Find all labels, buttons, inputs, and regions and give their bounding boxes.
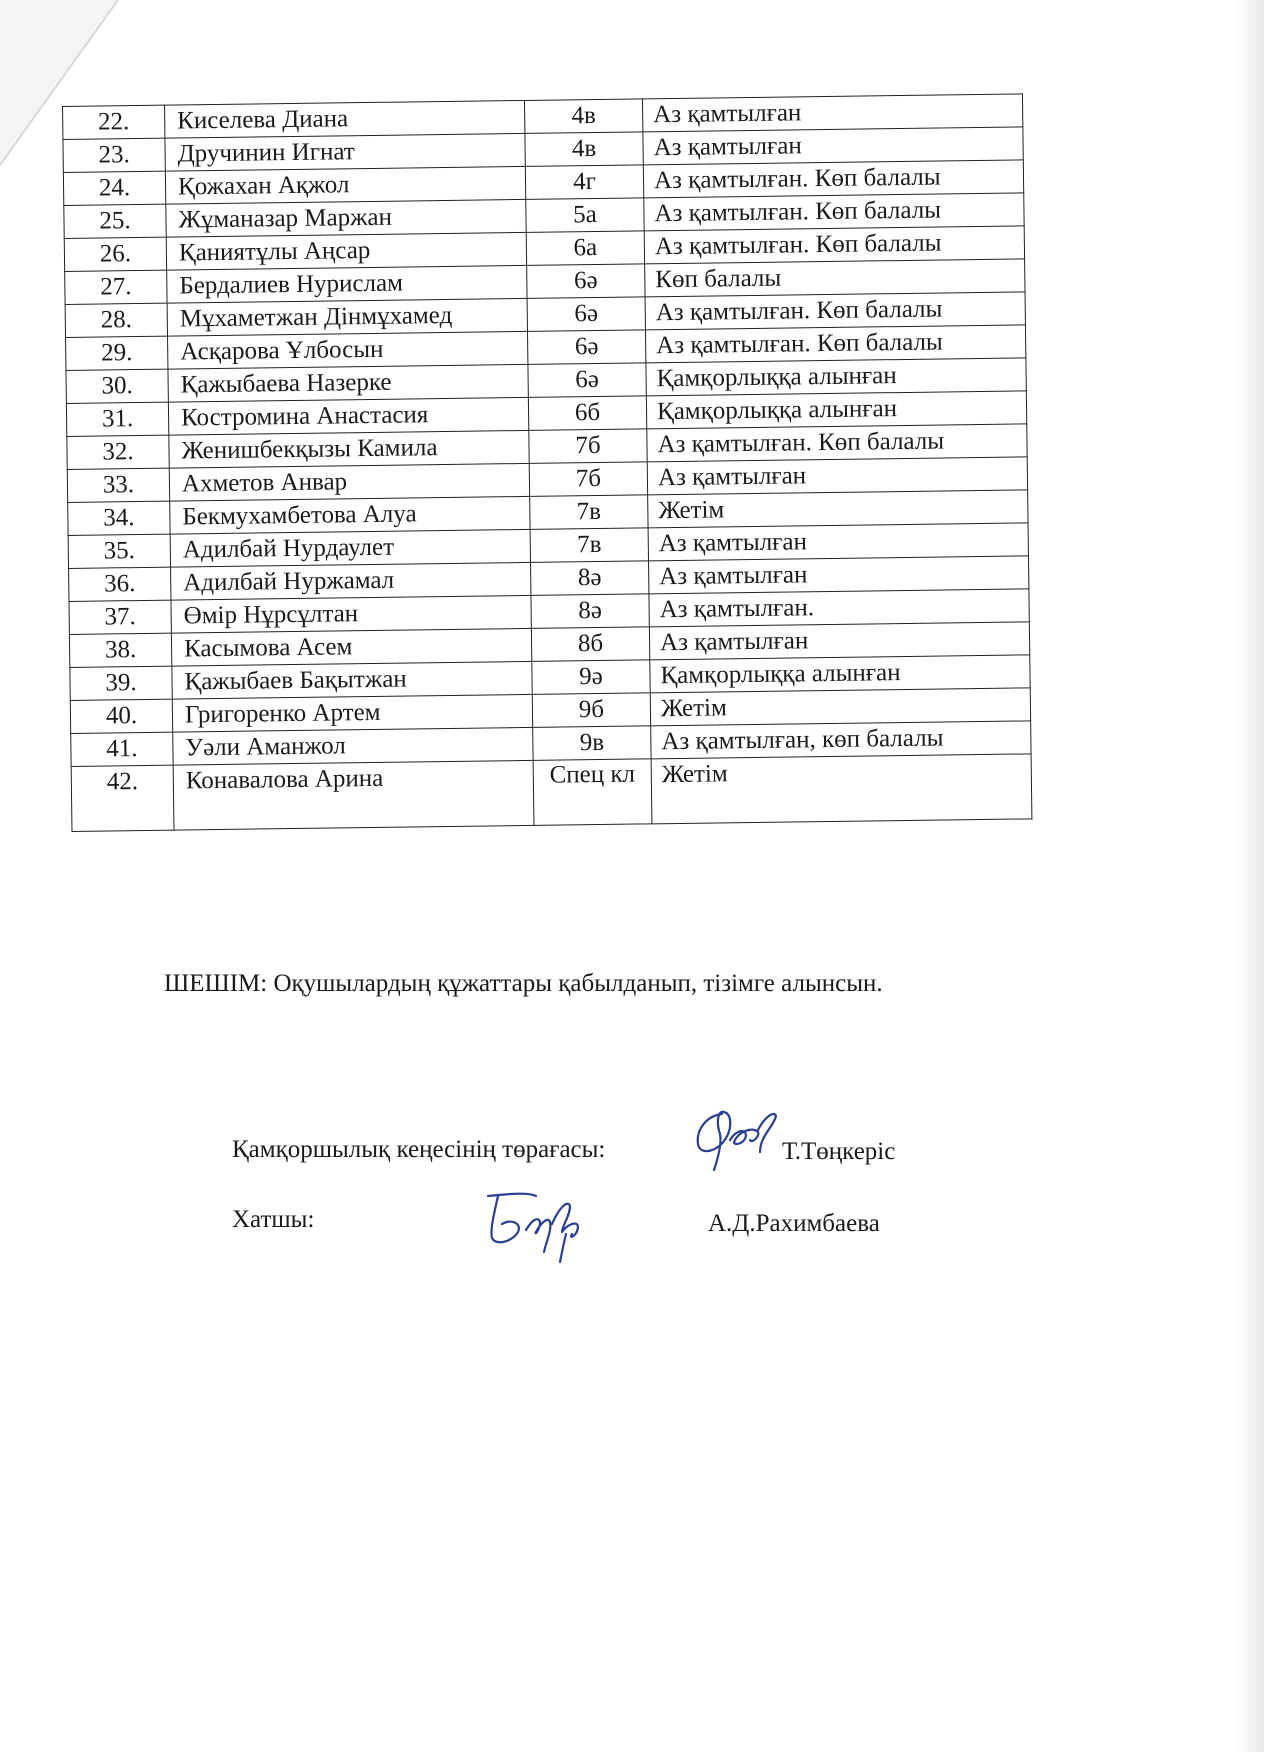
class-cell: 6а: [526, 231, 644, 266]
status-cell: Көп балалы: [645, 259, 1025, 297]
class-cell: 6ә: [527, 330, 645, 365]
row-number-cell: 23.: [63, 138, 165, 172]
table-row: [71, 754, 1032, 832]
student-name-cell: Женишбекқызы Камила: [169, 430, 529, 468]
secretary-name: А.Д.Рахимбаева: [708, 1210, 880, 1237]
secretary-signature: [478, 1186, 598, 1269]
class-cell: 9в: [533, 726, 651, 761]
status-cell: Аз қамтылған. Көп балалы: [644, 226, 1024, 264]
row-number-cell: 36.: [69, 567, 171, 601]
chair-title: Қамқоршылық кеңесінің төрағасы:: [232, 1136, 606, 1163]
class-cell: Спец кл: [533, 759, 652, 826]
status-cell: Аз қамтылған. Көп балалы: [644, 193, 1024, 231]
status-cell: Аз қамтылған. Көп балалы: [647, 424, 1027, 462]
status-cell: Аз қамтылған: [649, 622, 1029, 660]
row-number-cell: 37.: [69, 600, 171, 634]
class-cell: 8ә: [531, 594, 649, 629]
status-cell: Аз қамтылған. Көп балалы: [645, 325, 1025, 363]
class-cell: 9ә: [532, 660, 650, 695]
student-name-cell: Дручинин Игнат: [165, 133, 525, 171]
row-number-cell: 33.: [67, 468, 169, 502]
status-cell: Жетім: [651, 754, 1032, 824]
status-cell: Аз қамтылған: [642, 94, 1022, 132]
class-cell: 6ә: [527, 264, 645, 299]
student-name-cell: Киселева Диана: [164, 100, 524, 138]
secretary-title: Хатшы:: [232, 1206, 315, 1233]
status-cell: Аз қамтылған. Көп балалы: [645, 292, 1025, 330]
row-number-cell: 41.: [71, 732, 173, 766]
class-cell: 4в: [524, 99, 642, 134]
row-number-cell: 38.: [69, 633, 171, 667]
chair-signature: [688, 1100, 784, 1177]
student-name-cell: Қожахан Ақжол: [165, 166, 525, 204]
student-name-cell: Костромина Анастасия: [168, 397, 528, 435]
student-name-cell: Конавалова Арина: [173, 760, 534, 830]
row-number-cell: 31.: [66, 402, 168, 436]
status-cell: Аз қамтылған: [649, 556, 1029, 594]
student-name-cell: Мұхаметжан Дінмұхамед: [167, 298, 527, 336]
status-cell: Аз қамтылған.: [649, 589, 1029, 627]
student-name-cell: Бердалиев Нурислам: [167, 265, 527, 303]
student-name-cell: Бекмухамбетова Алуа: [170, 496, 530, 534]
student-name-cell: Өмір Нұрсұлтан: [171, 595, 531, 633]
row-number-cell: 40.: [70, 699, 172, 733]
row-number-cell: 35.: [68, 534, 170, 568]
class-cell: 5а: [526, 198, 644, 233]
student-name-cell: Қажыбаева Назерке: [168, 364, 528, 402]
class-cell: 4г: [525, 165, 643, 200]
student-name-cell: Адилбай Нуржамал: [171, 562, 531, 600]
chair-name: Т.Төңкеріс: [782, 1138, 896, 1165]
class-cell: 7б: [529, 429, 647, 464]
class-cell: 8ә: [531, 561, 649, 596]
student-table: [62, 93, 1032, 832]
class-cell: 7в: [530, 495, 648, 530]
student-table-body: [63, 94, 1032, 832]
status-cell: Аз қамтылған: [648, 523, 1028, 561]
student-name-cell: Григоренко Артем: [172, 694, 532, 732]
student-name-cell: Касымова Асем: [171, 628, 531, 666]
status-cell: Аз қамтылған: [647, 457, 1027, 495]
student-name-cell: Асқарова Ұлбосын: [168, 331, 528, 369]
row-number-cell: 27.: [65, 270, 167, 304]
status-cell: Жетім: [648, 490, 1028, 528]
class-cell: 7в: [530, 528, 648, 563]
row-number-cell: 24.: [63, 171, 165, 205]
row-number-cell: 25.: [64, 204, 166, 238]
status-cell: Жетім: [650, 688, 1030, 726]
row-number-cell: 29.: [66, 336, 168, 370]
status-cell: Аз қамтылған: [643, 127, 1023, 165]
row-number-cell: 34.: [68, 501, 170, 535]
student-table-container: [62, 93, 1031, 832]
class-cell: 9б: [532, 693, 650, 728]
row-number-cell: 39.: [70, 666, 172, 700]
class-cell: 6ә: [528, 363, 646, 398]
student-name-cell: Қаниятұлы Аңсар: [166, 232, 526, 270]
status-cell: Қамқорлыққа алынған: [646, 391, 1026, 429]
row-number-cell: 22.: [63, 105, 165, 139]
row-number-cell: 30.: [66, 369, 168, 403]
student-name-cell: Ахметов Анвар: [169, 463, 529, 501]
row-number-cell: 42.: [71, 765, 174, 831]
decision-text: ШЕШІМ: Оқушылардың құжаттары қабылданып, тізімге алынсын.: [164, 970, 883, 997]
status-cell: Қамқорлыққа алынған: [646, 358, 1026, 396]
student-name-cell: Қажыбаев Бақытжан: [172, 661, 532, 699]
status-cell: Аз қамтылған. Көп балалы: [643, 160, 1023, 198]
class-cell: 7б: [529, 462, 647, 497]
status-cell: Аз қамтылған, көп балалы: [651, 721, 1031, 759]
page-edge-shadow: [1236, 0, 1264, 1752]
student-name-cell: Уәли Аманжол: [173, 727, 533, 765]
class-cell: 6ә: [527, 297, 645, 332]
status-cell: Қамқорлыққа алынған: [650, 655, 1030, 693]
row-number-cell: 32.: [67, 435, 169, 469]
class-cell: 8б: [531, 627, 649, 662]
class-cell: 4в: [525, 132, 643, 167]
student-name-cell: Жұманазар Маржан: [166, 199, 526, 237]
row-number-cell: 26.: [64, 237, 166, 271]
student-name-cell: Адилбай Нурдаулет: [170, 529, 530, 567]
row-number-cell: 28.: [65, 303, 167, 337]
class-cell: 6б: [528, 396, 646, 431]
